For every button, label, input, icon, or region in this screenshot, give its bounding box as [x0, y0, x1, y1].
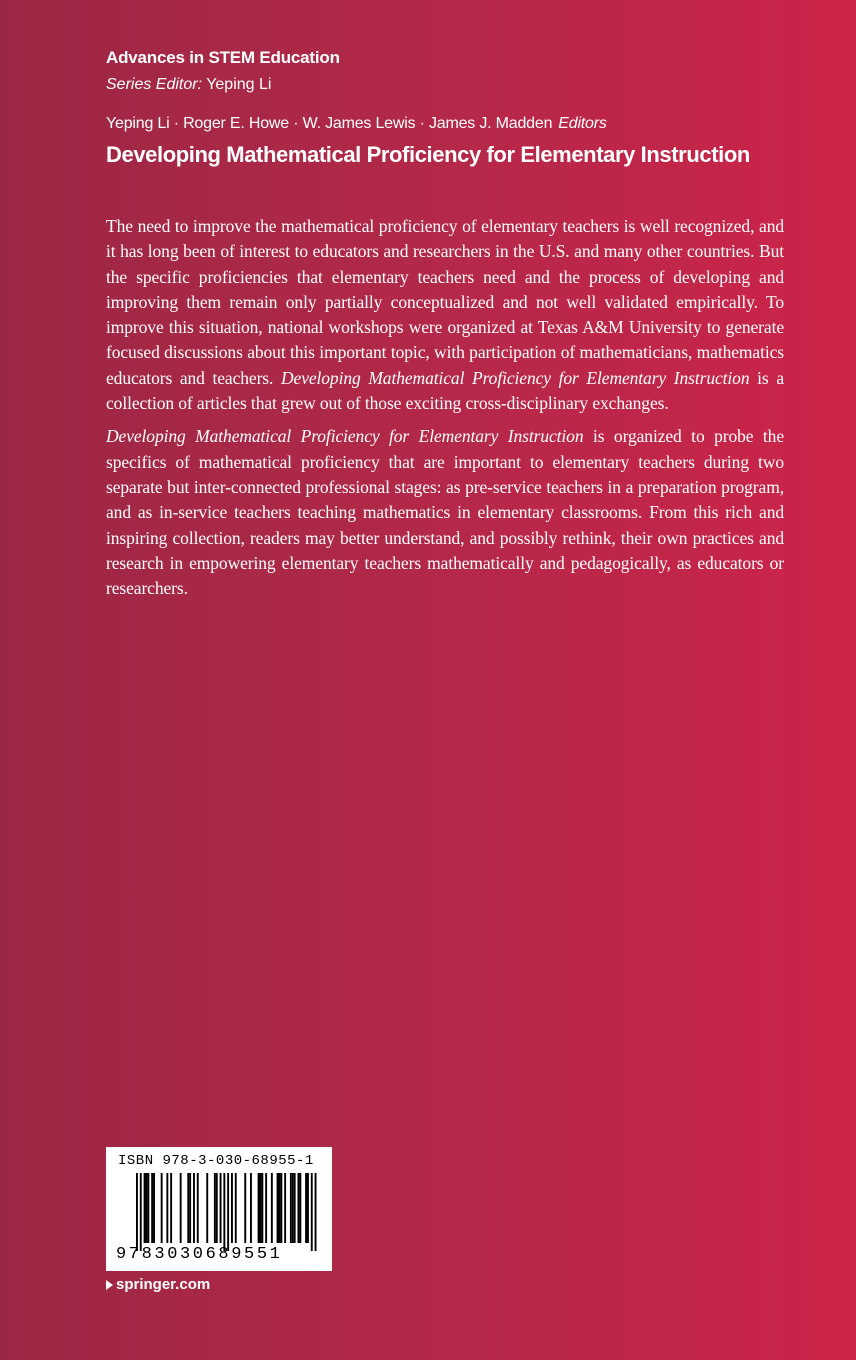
barcode-bar	[284, 1173, 286, 1243]
barcode-bar	[292, 1173, 294, 1243]
barcode-bar	[214, 1173, 216, 1243]
barcode-bar	[260, 1173, 262, 1243]
editors-names: Yeping Li · Roger E. Howe · W. James Lewis · James J. Madden	[106, 115, 553, 132]
barcode-bar	[170, 1173, 172, 1243]
barcode-bar	[315, 1173, 317, 1251]
barcode-bar	[265, 1173, 267, 1243]
barcode-bar	[298, 1173, 300, 1243]
barcode-bar	[294, 1173, 296, 1243]
barcode-bar	[197, 1173, 199, 1243]
barcode-bar	[136, 1173, 138, 1251]
series-name: Advances in STEM Education	[106, 48, 340, 67]
editors-role: Editors	[558, 115, 607, 132]
barcode-bar	[180, 1173, 182, 1243]
barcode-bar	[144, 1173, 146, 1243]
barcode-bar	[271, 1173, 273, 1243]
barcode-bar	[151, 1173, 153, 1243]
publisher-link[interactable]	[106, 1276, 210, 1293]
isbn-label: ISBN 978-3-030-68955-1	[118, 1153, 314, 1169]
barcode-bar	[307, 1173, 309, 1243]
blurb-paragraph-2: Developing Mathematical Proficiency for Elementary Instruction is organized to probe the specifics of mathematical proficiency that are important to elementary teachers during two separate but inter-connected professional stages: as pre-service teachers in a preparation program, and as in-service teachers teaching mathematics in elementary classrooms. From this rich and inspiring collection, readers may better understand, and possibly rethink, their own practices and research in empowering elementary teachers mathematically and pedagogically, as educators or researchers.	[106, 426, 784, 599]
barcode-bar	[277, 1173, 279, 1243]
barcode-bar	[220, 1173, 222, 1243]
barcode-bar	[261, 1173, 263, 1243]
barcode-bar	[311, 1173, 313, 1251]
barcode-bar	[279, 1173, 281, 1243]
barcode-bar	[235, 1173, 237, 1243]
barcode	[106, 1147, 332, 1271]
barcode-bar	[193, 1173, 195, 1243]
barcode-bar	[223, 1173, 225, 1251]
barcode-bar	[161, 1173, 163, 1243]
barcode-bar	[146, 1173, 148, 1243]
arrow-right-icon	[106, 1280, 113, 1290]
ean-number: 9783030689551	[116, 1245, 283, 1264]
barcode-bar	[231, 1173, 233, 1243]
blurb	[106, 214, 784, 609]
barcode-bar	[280, 1173, 282, 1243]
barcode-bar	[189, 1173, 191, 1243]
publisher-url: springer.com	[116, 1276, 211, 1293]
barcode-bar	[166, 1173, 168, 1243]
blurb-paragraph-1: The need to improve the mathematical proficiency of elementary teachers is well recognized, and it has long been of interest to educators and researchers in the U.S. and many other countries. But the specific proficiencies that elementary teachers need and the process of developing and improving them remain only partially conceptualized and not well validated empirically. To improve this situation, national workshops were organized at Texas A&M University to generate focused discussions about this important topic, with participation of mathematicians, mathematics educators and teachers. Developing Mathematical Proficiency for Elementary Instruction is a collection of articles that grew out of those exciting cross-disciplinary exchanges.	[106, 216, 784, 414]
barcode-bar	[258, 1173, 260, 1243]
barcode-bar	[250, 1173, 252, 1243]
barcode-bar	[153, 1173, 155, 1243]
barcode-bar	[290, 1173, 292, 1243]
barcode-bar	[206, 1173, 208, 1243]
book-editors	[106, 115, 607, 133]
barcode-bar	[140, 1173, 142, 1251]
barcode-bar	[147, 1173, 149, 1243]
barcode-bar	[227, 1173, 229, 1251]
series-editor	[106, 76, 271, 94]
barcode-bar	[305, 1173, 307, 1243]
barcode-bar	[216, 1173, 218, 1243]
series-editor-label: Series Editor:	[106, 76, 203, 93]
series-editor-name: Yeping Li	[206, 76, 272, 93]
barcode-bar	[244, 1173, 246, 1243]
barcode-bar	[187, 1173, 189, 1243]
barcode-bar	[299, 1173, 301, 1243]
book-title: Developing Mathematical Proficiency for Elementary Instruction	[106, 142, 750, 167]
